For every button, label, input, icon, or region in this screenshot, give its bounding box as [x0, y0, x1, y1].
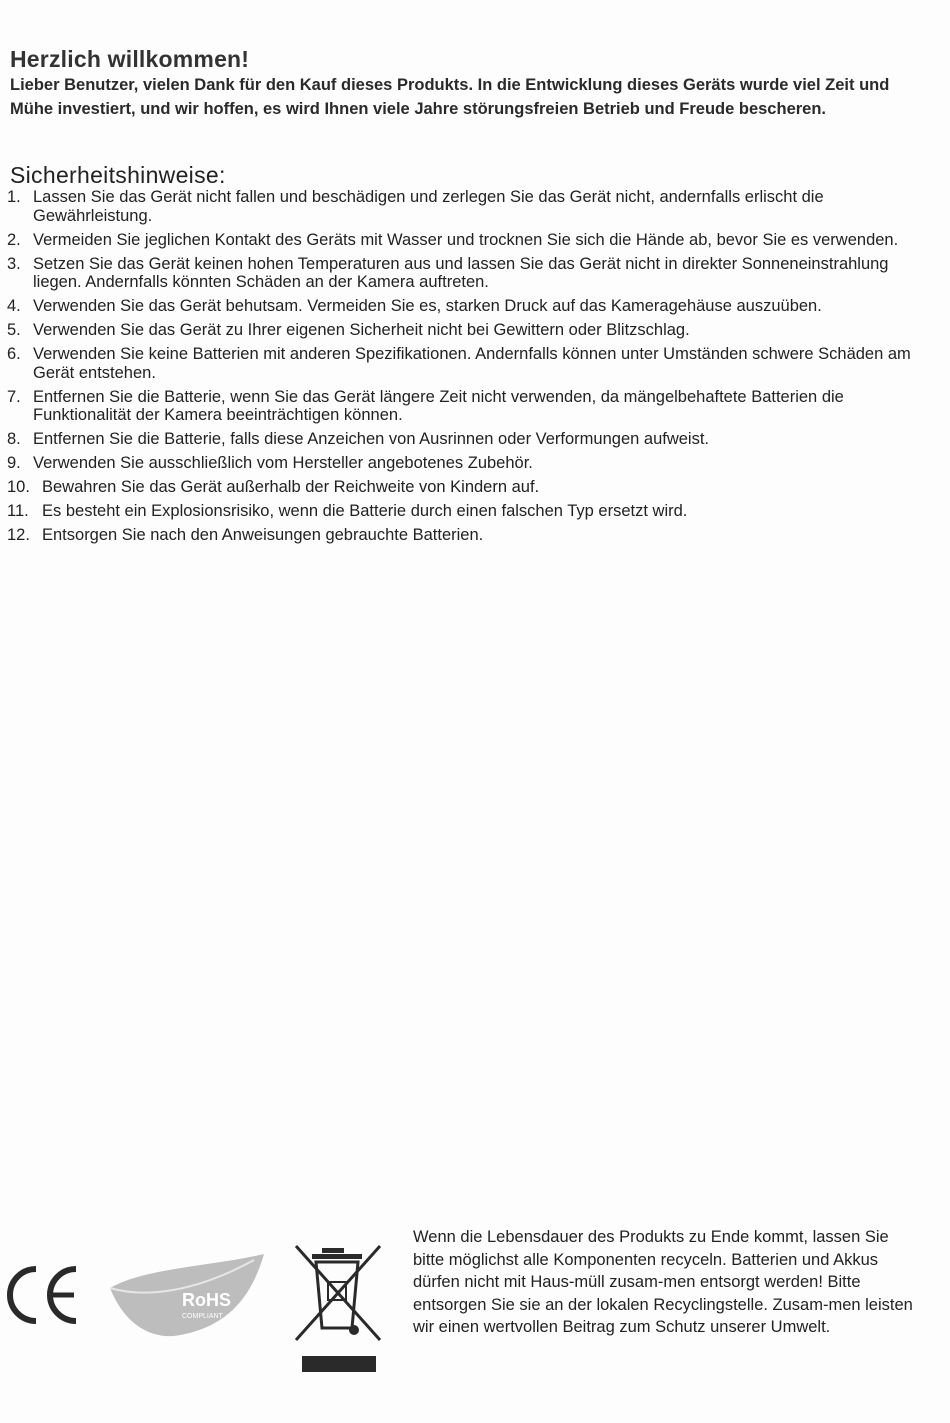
item-text: Vermeiden Sie jeglichen Kontakt des Geräts mit Wasser und trocknen Sie sich die Hände ab, bevor Sie es verwenden.: [33, 230, 899, 249]
ce-mark-icon: [2, 1263, 82, 1327]
safety-title: Sicherheitshinweise:: [10, 162, 226, 188]
crossed-out-bin-icon: [292, 1244, 384, 1376]
item-number: 1.: [7, 188, 21, 206]
item-number: 9.: [7, 454, 21, 472]
safety-item: [0, 297, 920, 316]
safety-item: [0, 526, 920, 545]
safety-item: [0, 478, 920, 497]
item-number: 12.: [7, 526, 30, 544]
welcome-title: Herzlich willkommen!: [10, 46, 250, 72]
safety-item: [0, 188, 920, 225]
item-text: Setzen Sie das Gerät keinen hohen Temperaturen aus und lassen Sie das Gerät nicht in direkter Sonneneinstrahlung liegen. Andernfalls könnten Schäden an der Kamera auftreten.: [33, 254, 889, 291]
item-text: Verwenden Sie das Gerät zu Ihrer eigenen Sicherheit nicht bei Gewittern oder Blitzschlag.: [33, 321, 690, 339]
item-text: Verwenden Sie keine Batterien mit anderen Spezifikationen. Andernfalls können unter Umständen schwere Schäden am Gerät entstehen.: [33, 345, 911, 382]
item-text: Verwenden Sie ausschließlich vom Hersteller angebotenes Zubehör.: [33, 454, 533, 472]
item-number: 5.: [7, 321, 21, 339]
safety-item: [0, 321, 920, 340]
welcome-text: Lieber Benutzer, vielen Dank für den Kauf dieses Produkts. In die Entwicklung dieses Geräts wurde viel Zeit und Mühe investiert, und wir hoffen, es wird Ihnen viele Jahre störungsfreien Betrieb und Freude bescheren.: [10, 76, 890, 118]
item-text: Lassen Sie das Gerät nicht fallen und beschädigen und zerlegen Sie das Gerät nicht, andernfalls erlischt die Gewährleistung.: [33, 188, 824, 225]
recycling-text: Wenn die Lebensdauer des Produkts zu Ende kommt, lassen Sie bitte möglichst alle Komponenten recyceln. Batterien und Akkus dürfen nicht mit Haus-müll zusam-men entsorgt werden! Bitte entsorgen Sie sie an der lokalen Recyclingstelle. Zusam-men leisten wir einen wertvollen Beitrag zum Schutz unserer Umwelt.: [413, 1228, 913, 1337]
item-text: Entsorgen Sie nach den Anweisungen gebrauchte Batterien.: [42, 526, 484, 544]
safety-item: [0, 388, 920, 425]
item-number: 3.: [7, 254, 21, 273]
item-number: 4.: [7, 297, 21, 315]
item-number: 7.: [7, 387, 21, 406]
rohs-leaf-icon: [104, 1248, 274, 1343]
item-number: 10.: [7, 478, 30, 496]
safety-item: [0, 454, 920, 473]
item-text: Verwenden Sie das Gerät behutsam. Vermeiden Sie es, starken Druck auf das Kameragehäuse auszuüben.: [33, 297, 822, 315]
safety-item: [0, 430, 920, 449]
item-text: Entfernen Sie die Batterie, falls diese Anzeichen von Ausrinnen oder Verformungen aufweist.: [33, 430, 710, 448]
safety-item: [0, 502, 920, 521]
rohs-label: RoHS: [182, 1290, 231, 1310]
rohs-sublabel: COMPLIANT: [182, 1313, 223, 1320]
item-number: 2.: [7, 230, 21, 249]
item-text: Bewahren Sie das Gerät außerhalb der Reichweite von Kindern auf.: [42, 478, 540, 496]
safety-list: [0, 188, 920, 550]
safety-item: [0, 231, 920, 250]
item-text: Entfernen Sie die Batterie, wenn Sie das Gerät längere Zeit nicht verwenden, da mängelbehaftete Batterien die Funktionalität der Kamera beeinträchtigen können.: [33, 387, 844, 424]
safety-item: [0, 345, 920, 382]
item-number: 8.: [7, 430, 21, 448]
safety-item: [0, 255, 920, 292]
item-number: 6.: [7, 345, 21, 363]
item-text: Es besteht ein Explosionsrisiko, wenn die Batterie durch einen falschen Typ ersetzt wird.: [42, 502, 688, 520]
item-number: 11.: [7, 502, 29, 520]
